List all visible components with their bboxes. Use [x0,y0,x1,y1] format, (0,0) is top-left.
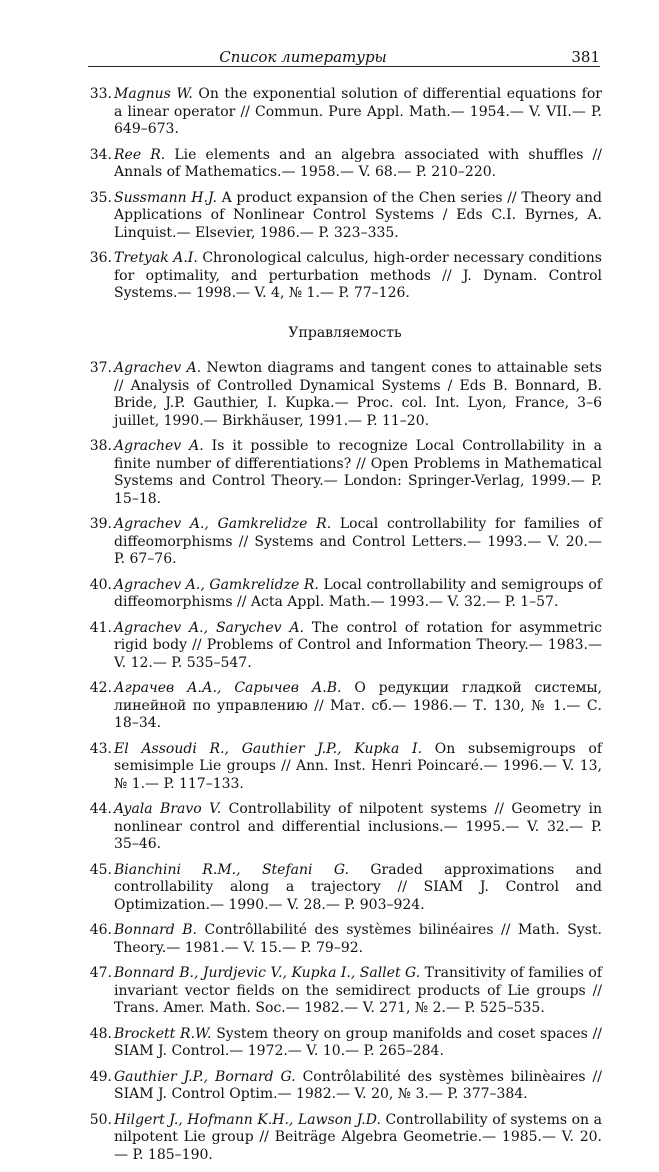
reference-number: 50. [89,1111,112,1128]
reference-authors: Agrachev A., Gamkrelidze R. [114,576,319,593]
reference-item [88,250,602,303]
reference-text: Local controllability for families of diffeomorphisms // Systems and Control Letters.— 1993.— V. 20.— P. 67–76. [114,516,602,567]
reference-item [88,147,602,182]
reference-authors: Аграчев А.А., Сарычев А.В. [114,680,342,696]
reference-number: 39. [89,516,112,532]
reference-authors: Brockett R.W. [114,1025,212,1042]
reference-text: Local controllability and semigroups of diffeomorphisms // Acta Appl. Math.— 1993.— V. 32.— P. 1–57. [114,576,602,610]
reference-item [88,577,602,612]
reference-authors: Agrachev A., Sarychev A. [114,619,305,636]
reference-authors: Bonnard B. [114,922,197,938]
reference-number: 37. [89,360,112,376]
reference-item [88,680,602,733]
reference-text: System theory on group manifolds and coset spaces // SIAM J. Control.— 1972.— V. 10.— P. 265–284. [114,1025,603,1059]
reference-item [88,1069,602,1104]
reference-number: 40. [89,576,112,593]
reference-number: 49. [89,1068,112,1085]
reference-authors: Agrachev A. [114,360,202,376]
reference-number: 46. [89,922,112,938]
reference-authors: Tretyak A.I. [114,250,198,266]
section-title: Управляемость [288,324,402,341]
reference-text: Newton diagrams and tangent cones to attainable sets // Analysis of Controlled Dynamical Systems / Eds B. Bonnard, B. Bride, J.P. Gauthier, I. Kupka.— Proc. col. Int. Lyon, France, 3–6 juillet, 1990.— Birkhäuser, 1991.— P. 11–20. [114,360,602,429]
reference-number: 34. [89,146,112,163]
reference-authors: Agrachev A. [114,438,204,454]
reference-number: 35. [89,189,112,206]
reference-text: Controllability of nilpotent systems // Geometry in nonlinear control and differential inclusions.— 1995.— V. 32.— P. 35–46. [114,801,602,852]
reference-number: 47. [89,965,112,981]
reference-authors: Ree R. [114,146,166,163]
reference-text: A product expansion of the Chen series // Theory and Applications of Nonlinear Control Systems / Eds C.I. Byrnes, A. Linquist.— Elsevier, 1986.— P. 323–335. [114,189,602,241]
reference-text: The control of rotation for asymmetric rigid body // Problems of Control and Information Theory.— 1983.— V. 12.— P. 535–547. [114,619,602,671]
reference-number: 42. [89,680,112,696]
reference-item [88,741,602,794]
reference-item [88,438,602,508]
reference-item [88,1112,602,1165]
reference-authors: Hilgert J., Hofmann K.H., Lawson J.D. [114,1111,381,1128]
reference-list-controllability [88,360,602,1164]
reference-number: 41. [89,619,112,636]
reference-authors: Bianchini R.M., Stefani G. [114,861,349,878]
reference-number: 43. [89,740,112,757]
reference-item [88,620,602,673]
reference-text: Lie elements and an algebra associated with shuffles // Annals of Mathematics.— 1958.— V. 68.— P. 210–220. [114,146,602,180]
bibliography [88,86,602,1172]
reference-list-top [88,86,602,303]
reference-item [88,360,602,430]
reference-text: Contrôlabilité des systèmes bilinèaires // SIAM J. Control Optim.— 1982.— V. 20, № 3.— P. 377–384. [114,1068,602,1102]
reference-number: 33. [89,86,112,102]
reference-number: 45. [89,861,112,878]
reference-number: 44. [89,801,112,817]
reference-authors: Sussmann H.J. [114,189,217,206]
reference-item [88,862,602,915]
reference-item [88,965,602,1018]
reference-authors: El Assoudi R., Gauthier J.P., Kupka I. [114,740,423,757]
reference-authors: Agrachev A., Gamkrelidze R. [114,516,332,532]
reference-authors: Bonnard B., Jurdjevic V., Kupka I., Sallet G. [114,965,421,981]
reference-item [88,190,602,243]
reference-authors: Magnus W. [114,86,193,102]
reference-item [88,516,602,569]
reference-item [88,801,602,854]
page-number: 381 [571,48,600,66]
running-title: Список литературы [219,48,387,66]
reference-text: Graded approximations and controllability along a trajectory // SIAM J. Control and Optimization.— 1990.— V. 28.— P. 903–924. [114,861,602,913]
reference-text: On subsemigroups of semisimple Lie groups // Ann. Inst. Henri Poincaré.— 1996.— V. 13, № 1.— P. 117–133. [114,740,603,792]
reference-text: On the exponential solution of differential equations for a linear operator // Commun. Pure Appl. Math.— 1954.— V. VII.— P. 649–673. [114,86,602,137]
reference-text: Is it possible to recognize Local Controllability in a finite number of differentiations? // Open Problems in Mathematical Systems and Control Theory.— London: Springer-Verlag, 1999.— P. 15–18. [114,438,602,507]
reference-authors: Ayala Bravo V. [114,801,222,817]
reference-item [88,1026,602,1061]
reference-number: 48. [89,1025,112,1042]
reference-text: Chronological calculus, high-order necessary conditions for optimality, and perturbation methods // J. Dynam. Control Systems.— 1998.— V. 4, № 1.— P. 77–126. [114,250,602,301]
reference-text: Transitivity of families of invariant vector fields on the semidirect products of Lie groups // Trans. Amer. Math. Soc.— 1982.— V. 271, № 2.— P. 525–535. [114,965,603,1016]
reference-item [88,922,602,957]
reference-number: 36. [89,250,112,266]
reference-authors: Gauthier J.P., Bornard G. [114,1068,296,1085]
reference-text: Contrôllabilité des systèmes bilinéaires // Math. Syst. Theory.— 1981.— V. 15.— P. 79–92. [114,922,602,956]
reference-text: О редукции гладкой системы, линейной по управлению // Мат. сб.— 1986.— Т. 130, № 1.— С. 18–34. [114,680,602,731]
reference-number: 38. [89,438,112,454]
reference-item [88,86,602,139]
reference-text: Controllability of systems on a nilpotent Lie group // Beiträge Algebra Geometrie.— 1985.— V. 20.— P. 185–190. [114,1111,602,1163]
page-header [88,40,600,67]
